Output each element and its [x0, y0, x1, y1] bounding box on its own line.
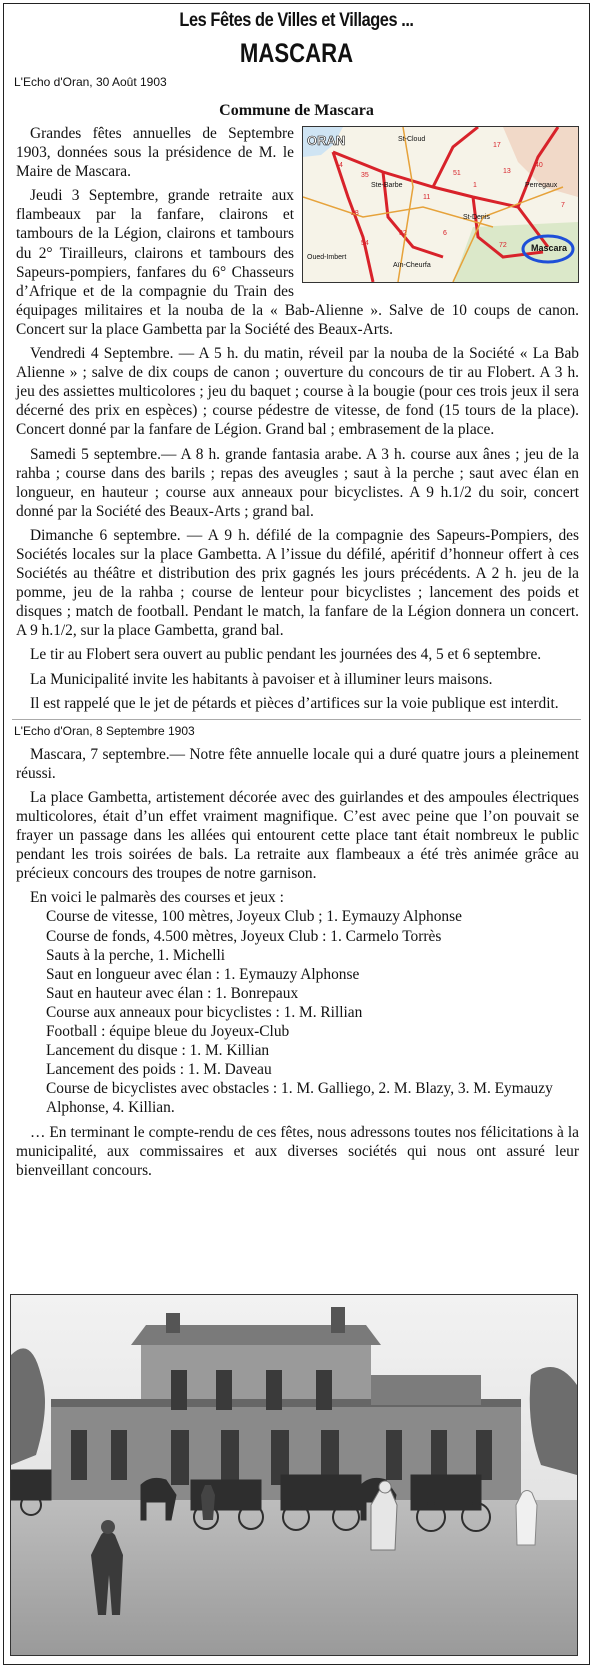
- article1-source: L'Echo d'Oran, 30 Août 1903: [14, 75, 167, 89]
- article1-paragraph: La Municipalité invite les habitants à pavoiser et à illuminer leurs maisons.: [30, 670, 493, 688]
- route-number: 1: [473, 182, 477, 189]
- route-number: 32: [399, 230, 407, 237]
- map-label-oran: ORAN: [307, 133, 346, 148]
- result-item: Saut en hauteur avec élan : 1. Bonrepaux: [46, 984, 299, 1002]
- station-photo: [10, 1294, 578, 1656]
- article2-paragraph: La place Gambetta, artistement décorée avec des guirlandes et des ampoules électriques multicolores, était d’un effet vraiment magnifique. C’est avec peine que l’on pouvait se frayer un passage dans les allées qui entourent cette place tant était nombreux le public pendant les trois soirées de bals. La retraite aux flambeaux a été très animée grâce au précieux concours des troupes de notre garnison.: [16, 788, 579, 883]
- route-number: 40: [535, 162, 543, 169]
- series-title: Les Fêtes de Villes et Villages ...: [179, 10, 414, 31]
- result-item: Course de vitesse, 100 mètres, Joyeux Club ; 1. Eymauzy Alphonse: [46, 908, 462, 926]
- route-number: 7: [561, 202, 565, 209]
- result-item: Course de bicyclistes avec obstacles : 1. M. Galliego, 2. M. Blazy, 3. M. Eymauzy Alphonse, 4. Killian.: [46, 1080, 553, 1117]
- result-item: Course de fonds, 4.500 mètres, Joyeux Club : 1. Carmelo Torrès: [46, 927, 442, 945]
- map-label-oued-imbert: Oued-Imbert: [307, 254, 347, 261]
- article2-source: L'Echo d'Oran, 8 Septembre 1903: [14, 723, 195, 738]
- article-divider: [12, 719, 581, 720]
- map-label-mascara: Mascara: [531, 243, 568, 253]
- article2-closing: … En terminant le compte-rendu de ces fêtes, nous adressons toutes nos félicitations à la municipalité, aux commissaires et aux diverses sociétés qui nous ont assuré leur bienveillant concours.: [16, 1123, 579, 1179]
- article1-paragraph: Jeudi 3 Septembre, grande retraite aux flambeaux par la fanfare, clairons et tambours de la Légion, clairons et tambours du 2° Tirailleurs, clairons et tambours des Sapeurs-pompiers, fanfares du 6° Chasseurs d’Afrique et de la compagnie du Train des équipages militaires et la nouba de la « Bab-Alienne ». Salve de 10 coups de canon. Concert sur la place Gambetta par la Société des Beaux-Arts.: [16, 187, 579, 338]
- article1-paragraph: Samedi 5 septembre.— A 8 h. grande fantasia arabe. A 3 h. course aux ânes ; jeu de la rahba ; course dans des barils ; repas des aveugles ; saut à la perche ; saut avec élan en longueur, en hauteur ; course aux anneaux pour bicyclistes. A 9 h.1/2 du soir, concert donné par la Société des Beaux-Arts ; grand bal.: [16, 445, 579, 520]
- map-label-perregaux: Perregaux: [525, 182, 558, 189]
- result-item: Saut en longueur avec élan : 1. Eymauzy Alphonse: [46, 965, 360, 983]
- results-list: [16, 888, 579, 1117]
- article2-body: [4, 745, 589, 1180]
- result-item: Lancement des poids : 1. M. Daveau: [46, 1061, 272, 1079]
- result-item: Course aux anneaux pour bicyclistes : 1. M. Rillian: [46, 1003, 363, 1021]
- map-label-st-denis: St-Denis: [463, 214, 490, 221]
- route-number: 4: [339, 162, 343, 169]
- map-label-ain-cheurfa: Aïn-Cheurfa: [393, 262, 431, 269]
- map-label-st-cloud: St-Cloud: [398, 136, 426, 143]
- article1-paragraph: Le tir au Flobert sera ouvert au public pendant les journées des 4, 5 et 6 septembre.: [30, 646, 542, 664]
- route-number: 13: [503, 168, 511, 175]
- article1-title: Commune de Mascara: [219, 102, 374, 119]
- town-title: MASCARA: [239, 38, 354, 68]
- result-item: Sauts à la perche, 1. Michelli: [46, 946, 226, 964]
- article1-paragraph: Vendredi 4 Septembre. — A 5 h. du matin, réveil par la nouba de la Société « La Bab Alienne » ; salve de dix coups de canon ; ouverture du concours de tir au Flobert. A 3 h. jeu des assiettes multicolores ; jeu du baquet ; course à la bougie (pour ces trois jeux il sera décerné des prix en espèces) ; course pédestre de vitesse, de fond (15 tours de la place). Concert donné par la fanfare de Légion. Grand bal ; embrasement de la place.: [16, 345, 579, 439]
- route-number: 6: [443, 230, 447, 237]
- station-photo-graphic: [11, 1295, 577, 1655]
- result-item: Football : équipe bleue du Joyeux-Club: [46, 1023, 290, 1041]
- article1-body: [4, 124, 589, 713]
- route-number: 11: [423, 194, 431, 201]
- article2-paragraph: Mascara, 7 septembre.— Notre fête annuelle locale qui a duré quatre jours a pleinement réussi.: [16, 745, 579, 782]
- result-item: Lancement du disque : 1. M. Killian: [46, 1042, 270, 1060]
- route-number: 54: [361, 240, 369, 247]
- results-intro: En voici le palmarès des courses et jeux :: [30, 889, 284, 907]
- route-number: 28: [351, 210, 359, 217]
- map-label-ste-barbe: Ste-Barbe: [371, 182, 403, 189]
- region-map: [302, 126, 579, 283]
- route-number: 17: [493, 142, 501, 149]
- article1-paragraph: Dimanche 6 septembre. — A 9 h. défilé de la compagnie des Sapeurs-Pompiers, des Sociétés locales sur la place Gambetta. A l’issue du défilé, apéritif d’honneur offert à ces Sociétés au théâtre et distribution des prix gagnés les jours précédents. A 2 h. jeu de la pomme, jeu de la rahba ; course de lenteur pour bicyclistes ; lancement des poids et disques ; match de football. Pendant le match, la fanfare de la Légion donnera un concert. A 9 h.1/2, sur la place Gambetta, grand bal.: [16, 526, 579, 640]
- route-number: 51: [453, 170, 461, 177]
- route-number: 72: [499, 242, 507, 249]
- map-graphic: [303, 127, 578, 282]
- article1-paragraph: Il est rappelé que le jet de pétards et pièces d’artifices sur la voie publique est interdit.: [30, 694, 559, 712]
- article1-paragraph: Grandes fêtes annuelles de Septembre 1903, données sous la présidence de M. le Maire de Mascara.: [16, 125, 294, 181]
- route-number: 35: [361, 172, 369, 179]
